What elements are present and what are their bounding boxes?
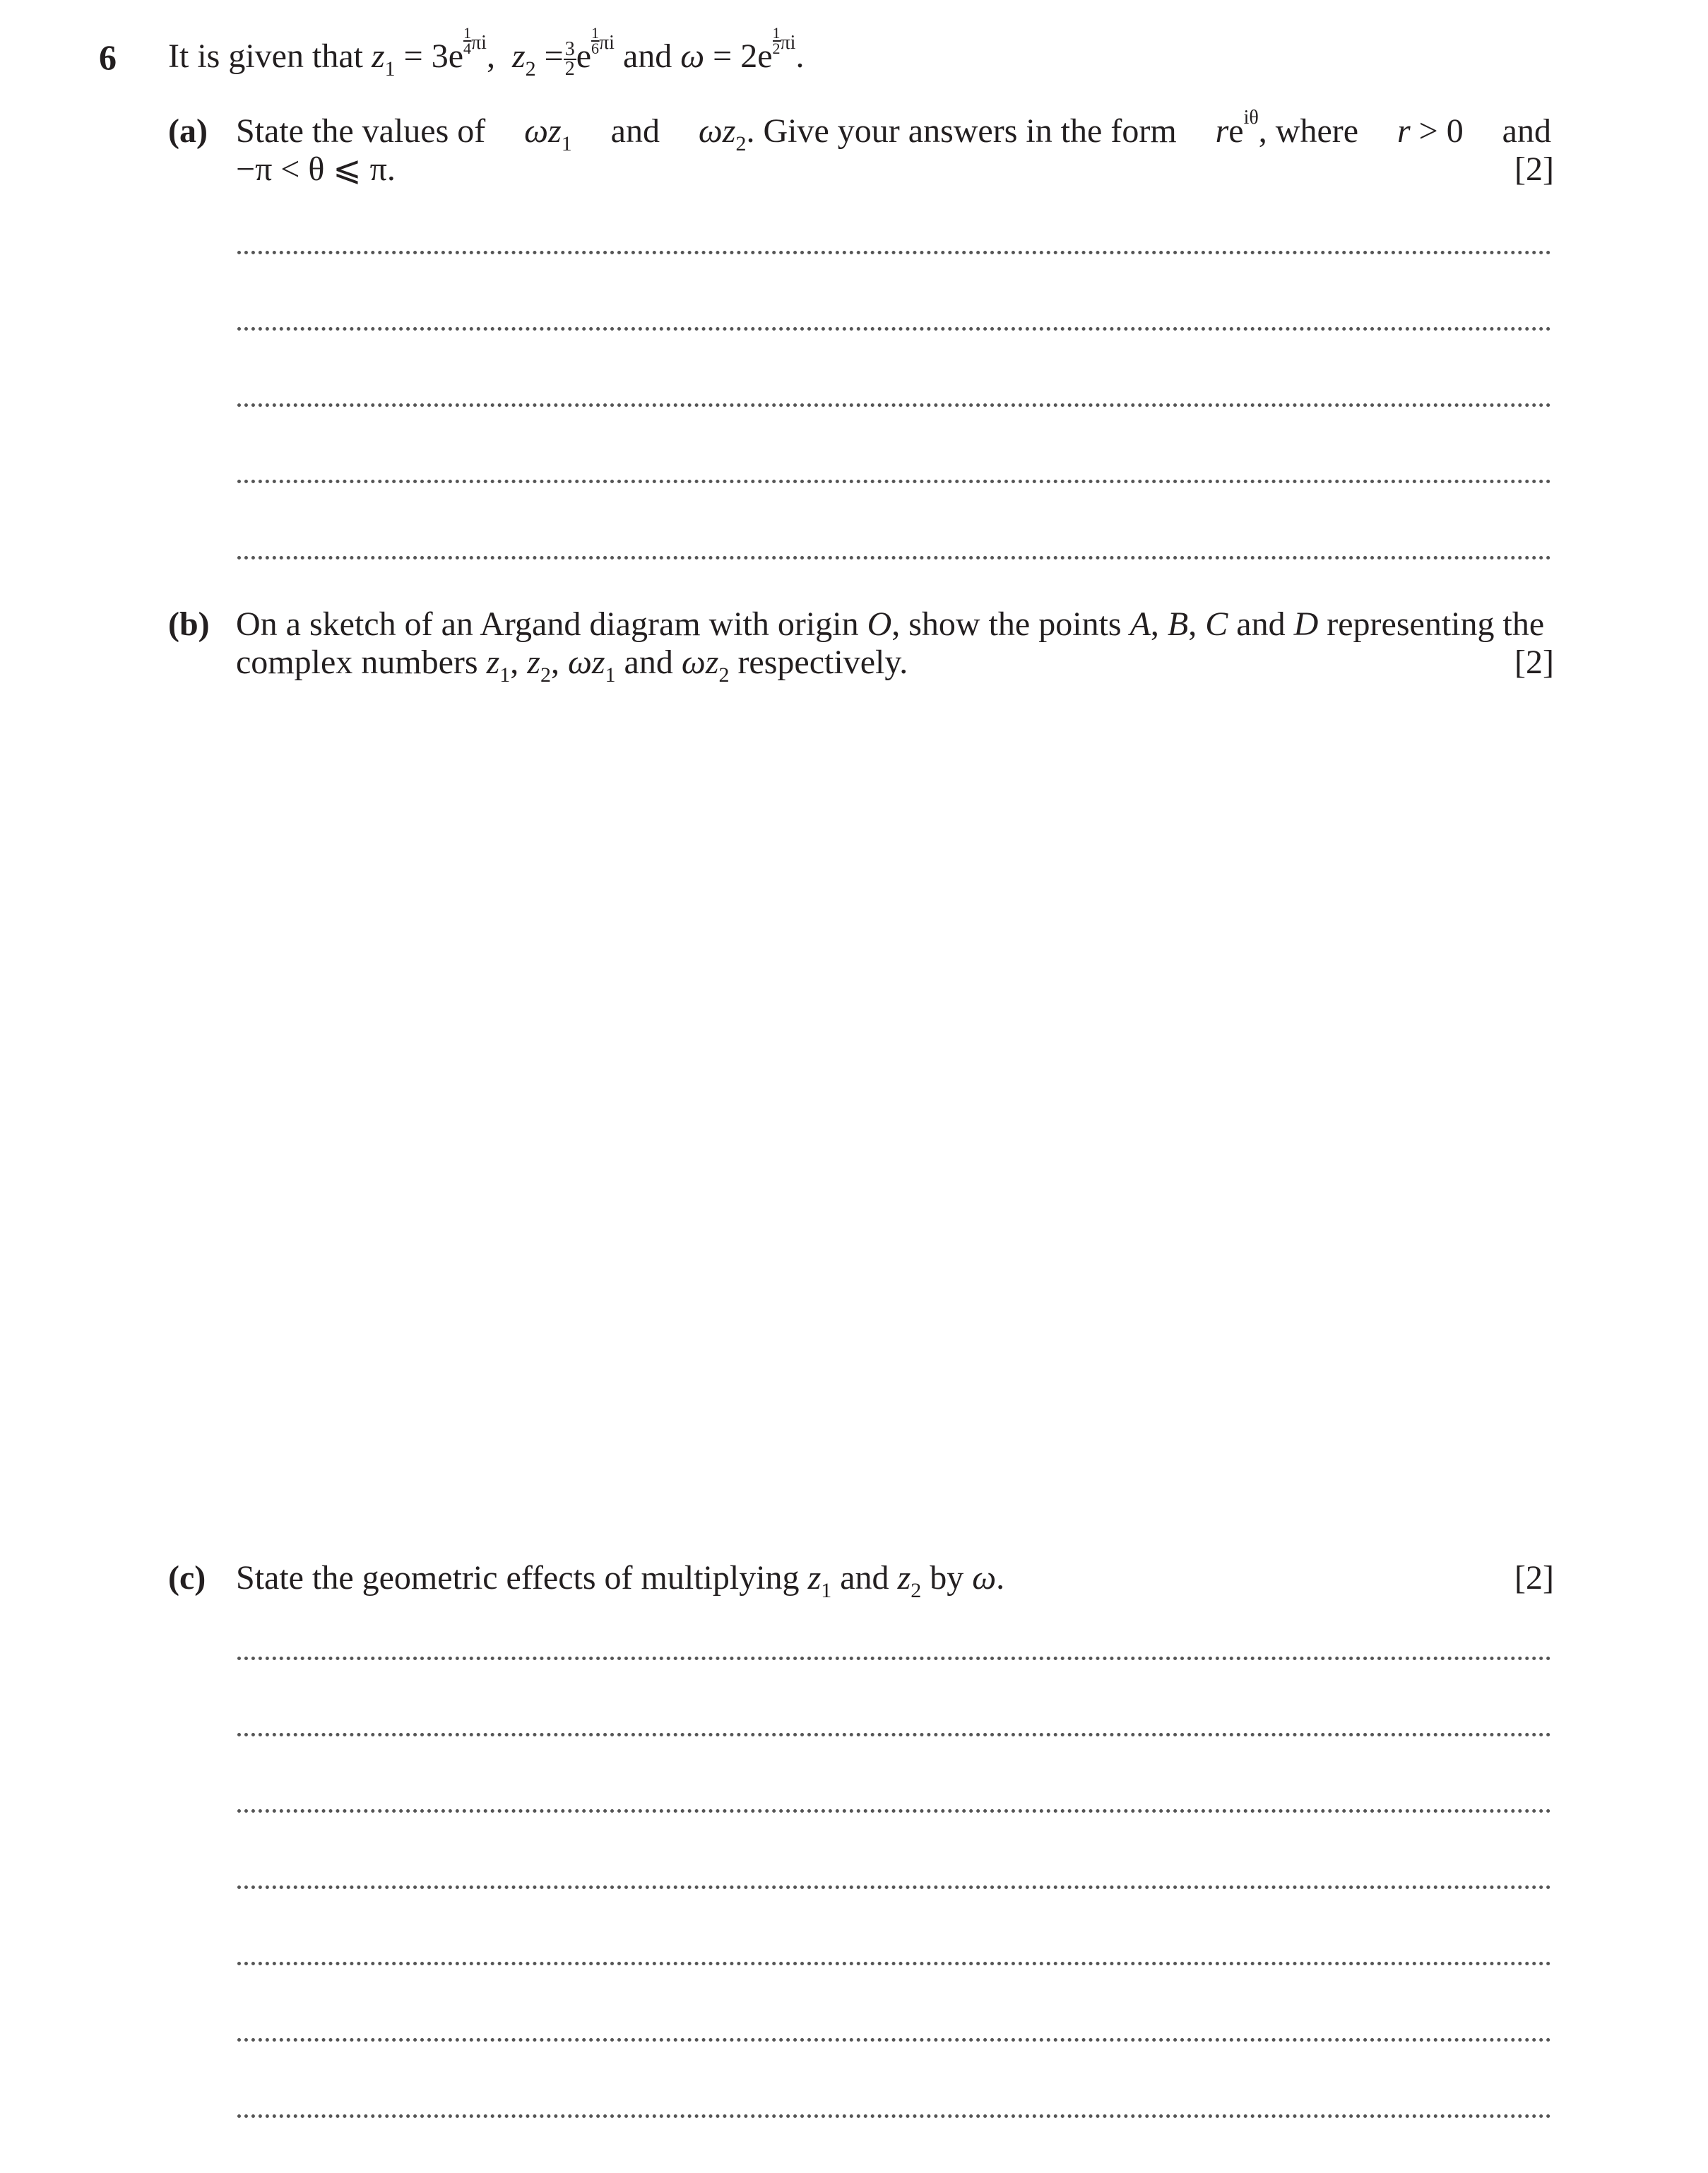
- sketch-area[interactable]: [236, 699, 1551, 1533]
- answer-line[interactable]: [237, 403, 1551, 407]
- answer-line[interactable]: [237, 327, 1551, 331]
- z1-exponent-fraction: $\frac{1}{4}$: [463, 23, 472, 57]
- question-intro: It is given that $z_1 = 3e$ $\frac{1}{4}$ $^{\pi i}$, $z_2$ = $\frac{3}{2}$ e $\frac{1}{6}$ $^{\pi i}$ and ω = 2e $\frac{1}{2}$ $^{\pi i}$.: [168, 23, 805, 81]
- omega-exponent-fraction: $\frac{1}{2}$: [772, 23, 781, 57]
- answer-line[interactable]: [237, 480, 1551, 483]
- omega-equals: = 2e: [713, 37, 773, 75]
- answer-line[interactable]: [237, 556, 1551, 559]
- part-b-question-line2: complex numbers $z_1$, $z_2$, $\omega z_1$ and $\omega z_2$ respectively.: [236, 644, 908, 687]
- answer-line[interactable]: [237, 1962, 1551, 1965]
- part-a-condition: −π < θ ⩽ π.: [236, 150, 396, 188]
- z2-exponent-fraction: $\frac{1}{6}$: [591, 23, 600, 57]
- answer-line[interactable]: [237, 2114, 1551, 2118]
- answer-line[interactable]: [237, 1809, 1551, 1813]
- answer-line[interactable]: [237, 1885, 1551, 1889]
- answer-line[interactable]: [237, 251, 1551, 254]
- part-b-question: On a sketch of an Argand diagram with origin O, show the points A, B, C and D representing the: [236, 605, 1545, 643]
- part-b-label: (b): [168, 605, 210, 643]
- question-number: 6: [99, 37, 117, 77]
- z1-subscript: 1: [384, 57, 396, 81]
- answer-line[interactable]: [237, 1733, 1551, 1736]
- part-c-question: State the geometric effects of multiplying $z_1$ and $z_2$ by ω.: [236, 1559, 1005, 1602]
- z1-symbol: z: [371, 37, 385, 75]
- z2-coefficient-fraction: $\frac{3}{2}$: [564, 37, 575, 80]
- z1-exponent-tail: πi: [471, 32, 487, 54]
- omega-exponent-tail: πi: [780, 32, 796, 54]
- part-b-marks: [2]: [1514, 644, 1554, 681]
- part-a-label: (a): [168, 112, 208, 150]
- z2-equals: =: [544, 37, 564, 75]
- answer-line[interactable]: [237, 1657, 1551, 1660]
- z1-equals: = 3e: [403, 37, 464, 75]
- part-c-marks: [2]: [1514, 1559, 1554, 1597]
- omega-symbol: ω: [680, 37, 705, 75]
- answer-line[interactable]: [237, 2038, 1551, 2042]
- part-a-question: State the values of $\omega z_1$ and $\omega z_2$. Give your answers in the form $re^{i\theta}$, where r > 0 and: [236, 107, 1551, 155]
- z2-exponent-tail: πi: [599, 32, 615, 54]
- z2-subscript: 2: [525, 57, 536, 81]
- z2-symbol: z: [511, 37, 526, 75]
- part-a-marks: [2]: [1514, 150, 1554, 188]
- part-c-label: (c): [168, 1559, 206, 1597]
- intro-lead: It is given that: [168, 37, 363, 75]
- intro-and: and: [622, 37, 672, 75]
